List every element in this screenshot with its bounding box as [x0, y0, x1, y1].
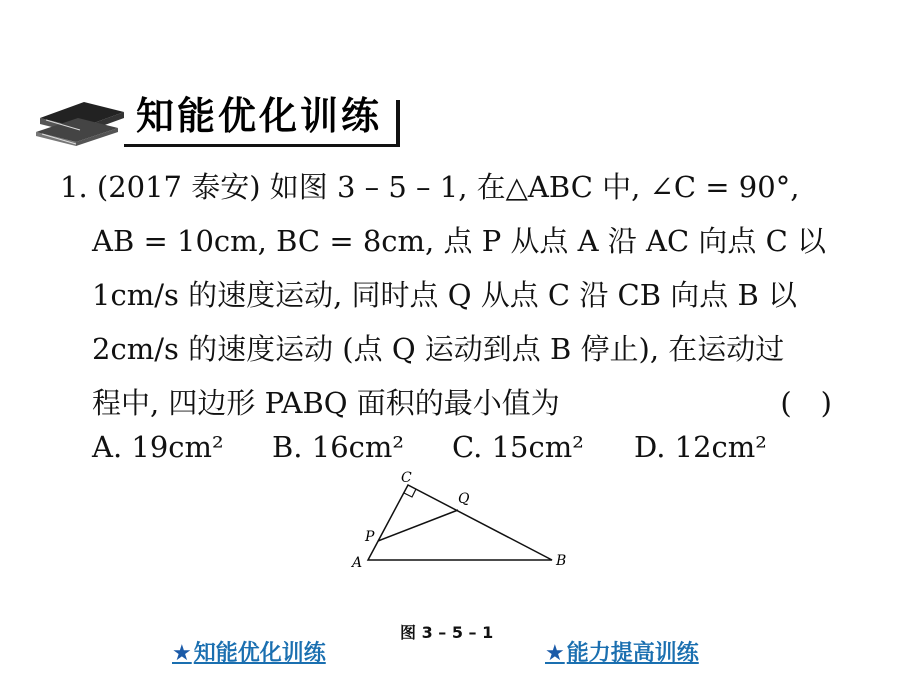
label-q: Q: [458, 491, 470, 507]
figure-caption: 图 3 – 5 – 1: [400, 623, 494, 642]
question-line: 程中, 四边形 PABQ 面积的最小值为: [92, 386, 560, 420]
question-line-last: [60, 376, 850, 430]
question-1: [60, 160, 850, 430]
star-icon: ★: [172, 641, 192, 666]
option-a: A. 19cm²: [92, 430, 224, 464]
label-b: B: [556, 553, 567, 569]
triangle-figure: [340, 465, 580, 585]
question-line: 2cm/s 的速度运动 (点 Q 运动到点 B 停止), 在运动过: [92, 332, 785, 366]
label-p: P: [365, 529, 375, 545]
answer-blank: ( ): [780, 386, 832, 420]
option-b: B. 16cm²: [272, 430, 405, 464]
option-d: D. 12cm²: [634, 430, 767, 464]
nav-link-label: 能力提高训练: [566, 641, 699, 666]
section-title: 知能优化训练: [136, 94, 383, 138]
question-line: 1. (2017 泰安) 如图 3 – 5 – 1, 在△ABC 中, ∠C = 90°,: [60, 170, 800, 204]
segment-pq: [378, 510, 458, 541]
nav-link-label: 知能优化训练: [193, 641, 326, 666]
star-icon: ★: [545, 641, 565, 666]
question-line: 1cm/s 的速度运动, 同时点 Q 从点 C 沿 CB 向点 B 以: [92, 278, 798, 312]
section-header: [32, 88, 382, 148]
nav-link-knowledge-training[interactable]: [172, 636, 326, 667]
option-c: C. 15cm²: [452, 430, 584, 464]
label-c: C: [401, 470, 412, 486]
label-a: A: [352, 555, 363, 571]
question-line: AB = 10cm, BC = 8cm, 点 P 从点 A 沿 AC 向点 C 以: [92, 224, 826, 258]
books-icon: [32, 88, 132, 148]
nav-link-ability-training[interactable]: [545, 636, 699, 667]
